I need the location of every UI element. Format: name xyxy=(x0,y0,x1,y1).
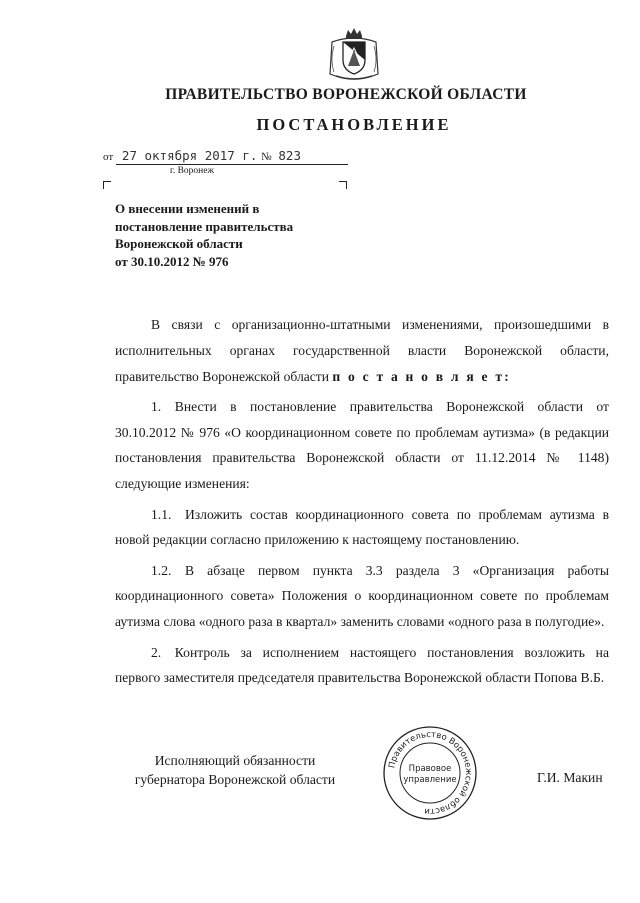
subject-line: постановление правительства xyxy=(115,218,294,234)
clause-1-paragraph: 1. Внести в постановление правительства Воронежской области от 30.10.2012 № 976 «О координационном совете по проблемам аутизма» (в редакции постановления правительства Воронежской области от 11.12.2014 № 1148) следующие изменения: xyxy=(115,398,609,492)
date-underline xyxy=(116,164,348,165)
document-date-number-row xyxy=(103,148,301,163)
subject-line: от 30.10.2012 № 976 xyxy=(115,253,229,269)
signatory-name: Г.И. Макин xyxy=(537,770,603,785)
number-sign: № xyxy=(261,151,272,163)
stamp-center-line: Правовое xyxy=(408,764,452,774)
document-date: 27 октября 2017 г. xyxy=(121,148,258,163)
document-number: 823 xyxy=(278,148,301,163)
preamble-paragraph xyxy=(115,312,609,389)
document-type-title: ПОСТАНОВЛЕНИЕ xyxy=(256,115,452,134)
legal-department-stamp xyxy=(381,724,479,822)
signatory-position xyxy=(115,752,355,789)
left-corner-bracket xyxy=(103,181,111,189)
right-corner-bracket xyxy=(339,181,347,189)
preamble-text: В связи с организационно-штатными изменениями, произошедшими в исполнительных органах государственной власти Воронежской области, правительство Воронежской области xyxy=(115,317,609,384)
decree-word: п о с т а н о в л я е т: xyxy=(332,368,511,384)
position-line: губернатора Воронежской области xyxy=(134,771,336,787)
stamp-center-line: управление xyxy=(403,775,457,785)
stamp-ring-text: Правительство Воронежской области xyxy=(387,729,474,817)
subject-line: О внесении изменений в xyxy=(115,201,260,216)
document-subject xyxy=(115,200,345,270)
clause-2-paragraph: 2. Контроль за исполнением настоящего постановления возложить на первого заместителя председателя правительства Воронежской области Попова В.Б. xyxy=(115,644,609,686)
city-name: г. Воронеж xyxy=(170,166,215,176)
subject-line: Воронежской области xyxy=(115,236,243,251)
position-line: Исполняющий обязанности xyxy=(154,753,316,768)
document-body xyxy=(115,312,609,691)
voronezh-coat-of-arms-icon xyxy=(326,26,382,84)
government-name: ПРАВИТЕЛЬСТВО ВОРОНЕЖСКОЙ ОБЛАСТИ xyxy=(165,86,527,103)
clause-1-2-paragraph: 1.2. В абзаце первом пункта 3.3 раздела 3 «Организация работы координационного совета» Положения о координационном совете по проблемам аутизма слова «одного раза в квартал» заменить словами «одного раза в полугодие». xyxy=(115,562,609,630)
date-prefix: от xyxy=(103,151,114,163)
clause-1-1-paragraph: 1.1. Изложить состав координационного совета по проблемам аутизма в новой редакции согласно приложению к настоящему постановлению. xyxy=(115,506,609,548)
